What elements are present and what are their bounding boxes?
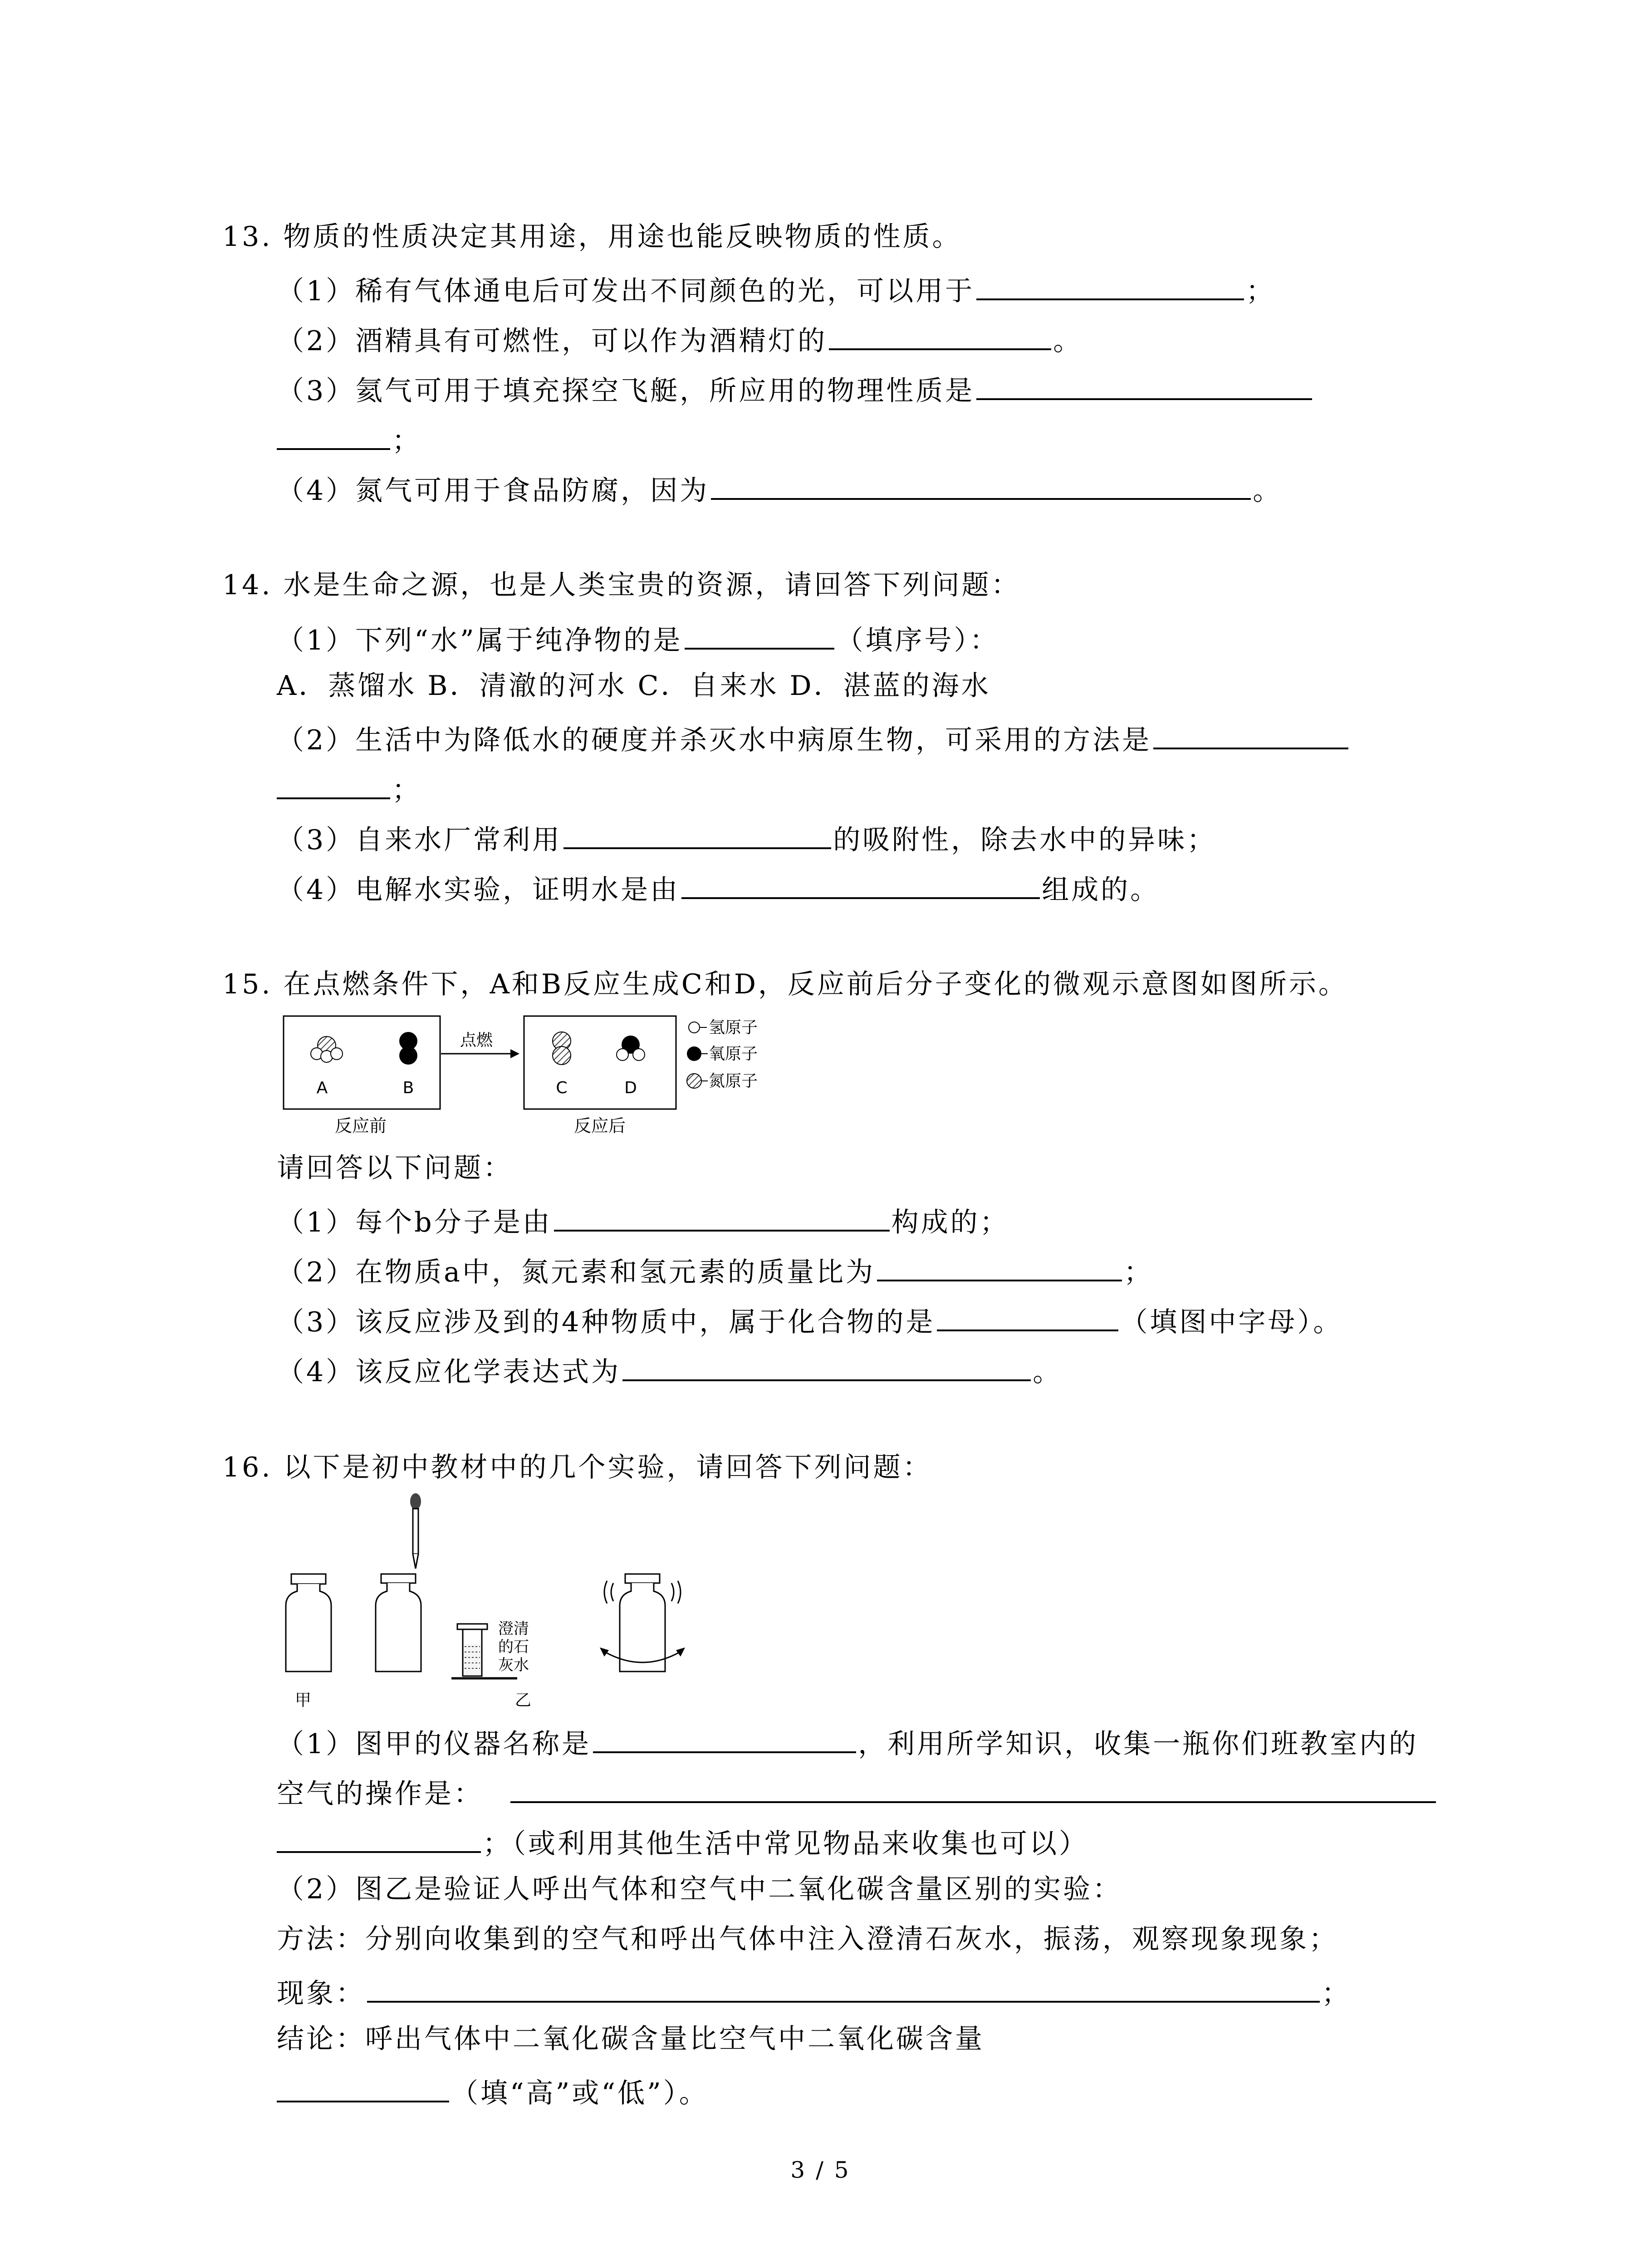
q14-blank2a[interactable] [1153,718,1348,749]
before-box [284,1016,440,1109]
dropper-bulb [410,1493,421,1510]
q16-conclusion-tail: （填“高”或“低”）。 [277,2071,709,2112]
q13-part2: （2）酒精具有可燃性，可以作为酒精灯的 。 [277,318,1083,359]
q15-part2: （2）在物质a中，氮元素和氢元素的质量比为 ； [277,1250,1153,1290]
q13-blank4[interactable] [711,468,1251,500]
molecule-b-oxygen-2 [399,1046,417,1065]
after-box [524,1016,676,1109]
q13-part3: （3）氦气可用于填充探空飞艇，所应用的物理性质是 [277,368,1314,409]
q15-part4: （4）该反应化学表达式为 。 [277,1349,1062,1390]
label-jia: 甲 [295,1691,312,1710]
legend-oxygen-icon [687,1046,701,1061]
q13-blank1[interactable] [976,269,1244,300]
limewater-label-3: 灰水 [498,1656,529,1674]
page-number: 3 / 5 [790,2157,851,2183]
q16-phenomenon: 现象： ； [277,1971,1351,2012]
bottle-with-dropper [376,1493,421,1672]
q14-part1: （1）下列“水”属于纯净物的是 （填序号）： [277,618,999,659]
q15-blank3[interactable] [937,1300,1118,1331]
shaking-bottle [600,1574,685,1672]
q15-blank4[interactable] [622,1349,1031,1381]
q13-part4: （4）氮气可用于食品防腐，因为 。 [277,468,1282,509]
arrow-label: 点燃 [460,1031,493,1050]
before-caption: 反应前 [334,1116,387,1136]
q16-blank2b[interactable] [277,1821,481,1853]
q16-stem: 16. 以下是初中教材中的几个实验，请回答下列问题： [222,1452,932,1483]
q15-part3: （3）该反应涉及到的4种物质中，属于化合物的是 （填图中字母）。 [277,1300,1342,1340]
molecule-d-hydrogen-2 [633,1049,645,1061]
q14-part3: （3）自来水厂常利用 的吸附性，除去水中的异味； [277,817,1216,858]
label-d: D [624,1079,637,1097]
q15-part1: （1）每个b分子是由 构成的； [277,1200,1009,1241]
label-a: A [316,1079,328,1097]
q14-part2-cont: ； [277,767,421,808]
q13-part3-cont: ； [277,418,421,459]
gas-collecting-bottle-jia [286,1574,331,1672]
q16-blank1[interactable] [593,1721,856,1753]
q16-blank4[interactable] [277,2071,449,2102]
q16-blank2a[interactable] [510,1771,1436,1803]
limewater-label-2: 的石 [498,1638,529,1656]
q15-blank2[interactable] [877,1250,1122,1281]
legend-hydrogen-icon [689,1022,700,1033]
q16-conclusion: 结论：呼出气体中二氧化碳含量比空气中二氧化碳含量 [277,2023,985,2055]
molecule-reaction-diagram [277,1009,821,1154]
legend-hydrogen: 氢原子 [709,1018,758,1037]
q14-options: A．蒸馏水 B．清澈的河水 C．自来水 D．湛蓝的海水 [277,670,991,702]
q15-stem: 15. 在点燃条件下，A和B反应生成C和D，反应前后分子变化的微观示意图如图所示。 [222,968,1348,1000]
q14-part4: （4）电解水实验，证明水是由 组成的。 [277,867,1160,908]
q16-part1-tail: ；（或利用其他生活中常见物品来收集也可以） [277,1821,1088,1862]
molecule-d-hydrogen-1 [617,1049,628,1061]
legend-nitrogen-icon [687,1074,701,1088]
q15-prompt: 请回答以下问题： [277,1152,513,1184]
legend-nitrogen: 氮原子 [709,1072,758,1090]
q14-blank4[interactable] [681,867,1040,899]
reaction-arrowhead [510,1049,519,1058]
q16-part1-cont: 空气的操作是： [277,1771,1438,1812]
q13-stem: 13. 物质的性质决定其用途，用途也能反映物质的性质。 [222,221,962,253]
gas-bottle-experiment-diagram [272,1488,753,1724]
after-caption: 反应后 [573,1116,626,1136]
q14-part2: （2）生活中为降低水的硬度并杀灭水中病原生物，可采用的方法是 [277,718,1350,758]
label-b: B [402,1079,414,1097]
molecule-a-hydrogen-3 [331,1048,343,1060]
label-c: C [556,1079,568,1097]
q13-part1: （1）稀有气体通电后可发出不同颜色的光，可以用于 ； [277,269,1275,309]
q16-part2: （2）图乙是验证人呼出气体和空气中二氧化碳含量区别的实验： [277,1873,1122,1905]
legend-oxygen: 氧原子 [709,1045,758,1063]
q13-blank2[interactable] [829,318,1051,350]
q15-blank1[interactable] [554,1200,890,1232]
q14-stem: 14. 水是生命之源，也是人类宝贵的资源，请回答下列问题： [222,569,1021,601]
q16-method: 方法：分别向收集到的空气和呼出气体中注入澄清石灰水，振荡，观察现象现象； [277,1923,1338,1955]
label-yi: 乙 [515,1691,532,1710]
q14-blank2b[interactable] [277,767,390,799]
q14-blank1[interactable] [685,618,834,650]
q16-blank3[interactable] [367,1971,1320,2003]
q13-blank3a[interactable] [976,368,1312,400]
molecule-c-nitrogen-2 [553,1046,571,1065]
q16-part1: （1）图甲的仪器名称是 ，利用所学知识，收集一瓶你们班教室内的 [277,1721,1418,1762]
q14-blank3[interactable] [563,817,831,849]
limewater-label-1: 澄清 [498,1620,529,1638]
q13-blank3b[interactable] [277,418,390,450]
